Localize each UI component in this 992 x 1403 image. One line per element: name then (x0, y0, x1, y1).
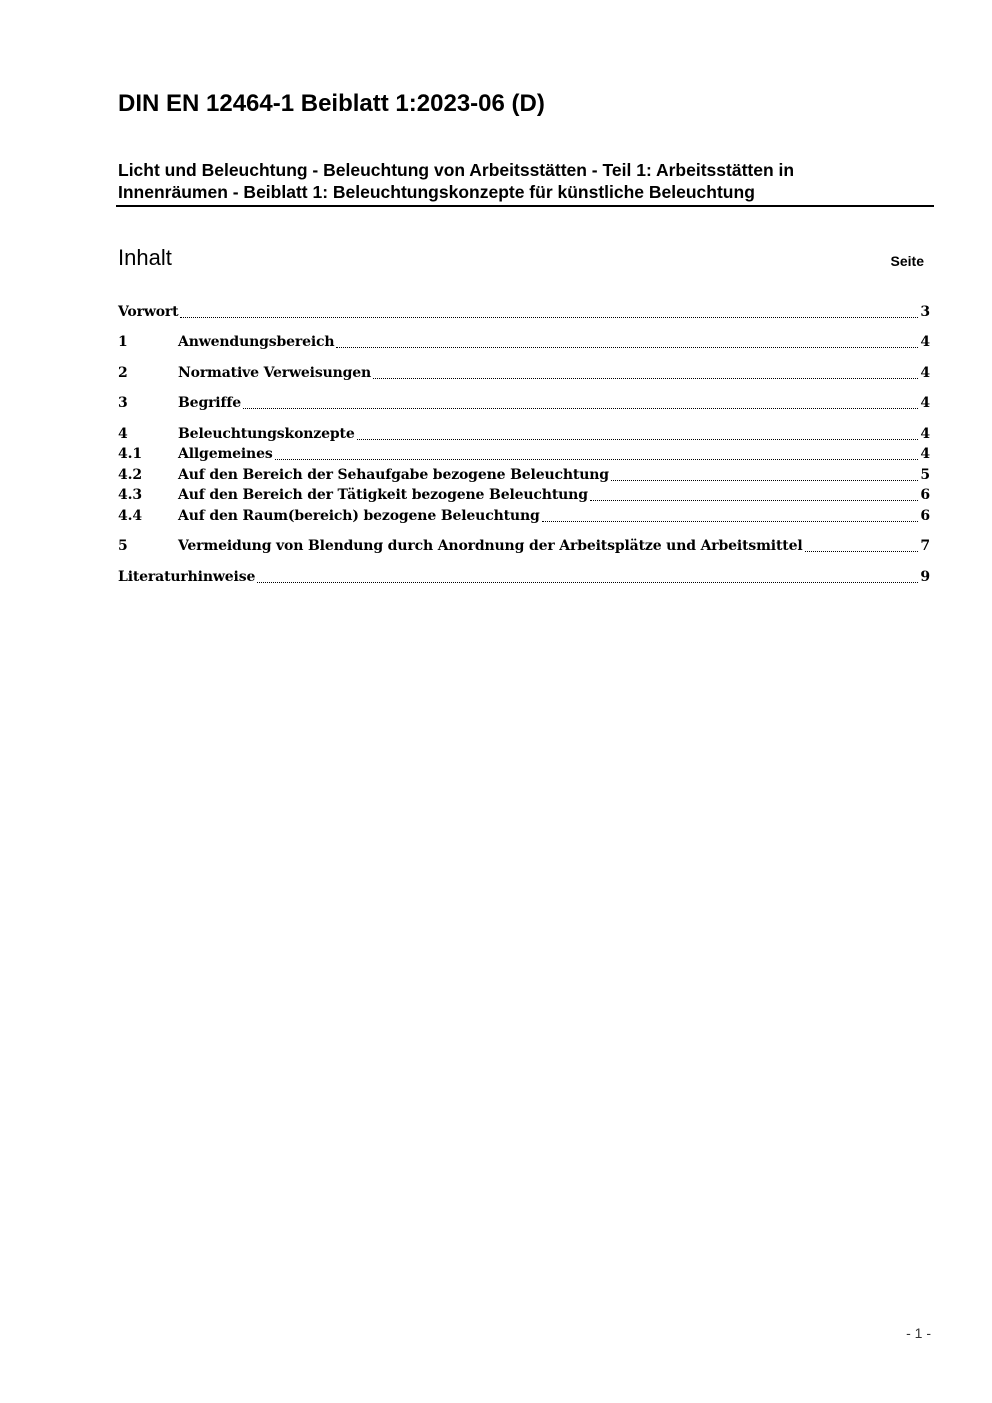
toc-entry-title: Auf den Raum(bereich) bezogene Beleuchtung (178, 508, 540, 524)
toc-entry-number: 4.4 (118, 508, 142, 524)
toc-leader-dots (243, 407, 918, 409)
toc-leader-dots (373, 377, 918, 379)
toc-entry-title: Auf den Bereich der Tätigkeit bezogene Beleuchtung (178, 487, 588, 503)
toc-leader-dots (542, 520, 919, 522)
toc-entry-page: 4 (920, 446, 930, 462)
toc-entry-number: 1 (118, 334, 128, 350)
toc-entry-number: 3 (118, 395, 128, 411)
subtitle-line: Licht und Beleuchtung - Beleuchtung von Arbeitsstätten - Teil 1: Arbeitsstätten in (118, 160, 795, 180)
document-subtitle (118, 159, 918, 203)
toc-entry-page: 9 (920, 569, 930, 585)
toc-entry-title: Literaturhinweise (118, 569, 256, 585)
toc-leader-dots (590, 499, 919, 501)
toc-entry-title: Beleuchtungskonzepte (178, 426, 355, 442)
toc-entry-page: 4 (920, 426, 930, 442)
toc-entry-title: Begriffe (178, 395, 241, 411)
toc-leader-dots (180, 316, 918, 318)
toc-entry-number: 4 (118, 426, 128, 442)
document-title: DIN EN 12464-1 Beiblatt 1:2023-06 (D) (118, 90, 545, 117)
toc-entry[interactable] (118, 302, 930, 322)
toc-entry-title: Vorwort (118, 304, 179, 320)
toc-heading: Inhalt (118, 245, 172, 270)
toc-entry-title: Anwendungsbereich (178, 334, 335, 350)
toc-leader-dots (336, 346, 918, 348)
toc-entry-page: 4 (920, 334, 930, 350)
toc-page-column-label: Seite (890, 253, 924, 269)
toc-entry[interactable] (118, 567, 930, 587)
toc-entry-page: 5 (920, 467, 930, 483)
toc-entry-page: 3 (920, 304, 930, 320)
toc-leader-dots (275, 458, 919, 460)
toc-entry[interactable] (118, 485, 930, 505)
toc-entry-title: Normative Verweisungen (178, 365, 372, 381)
toc-entry-page: 6 (920, 487, 930, 503)
toc-leader-dots (257, 581, 918, 583)
toc-entry-number: 4.3 (118, 487, 142, 503)
toc-entry-title: Auf den Bereich der Sehaufgabe bezogene Beleuchtung (178, 467, 609, 483)
toc-entry-number: 5 (118, 538, 128, 554)
toc-entry-page: 6 (920, 508, 930, 524)
toc-entry[interactable] (118, 444, 930, 464)
toc-entry[interactable] (118, 506, 930, 526)
toc-entry[interactable] (118, 332, 930, 352)
page-number: - 1 - (906, 1325, 931, 1341)
toc-leader-dots (805, 550, 919, 552)
toc-entry[interactable] (118, 393, 930, 413)
toc-entry[interactable] (118, 465, 930, 485)
toc-entry-title: Vermeidung von Blendung durch Anordnung der Arbeitsplätze und Arbeitsmittel (178, 538, 803, 554)
toc-entry[interactable] (118, 363, 930, 383)
toc-entry-number: 4.1 (118, 446, 142, 462)
title-rule (116, 205, 934, 207)
toc-leader-dots (611, 479, 919, 481)
toc-leader-dots (357, 438, 919, 440)
toc-entry-page: 4 (920, 365, 930, 381)
toc-entry[interactable] (118, 536, 930, 556)
toc-entry-number: 4.2 (118, 467, 142, 483)
toc-entry[interactable] (118, 424, 930, 444)
toc-entry-title: Allgemeines (178, 446, 273, 462)
toc-entry-page: 7 (920, 538, 930, 554)
toc-entry-number: 2 (118, 365, 128, 381)
toc-entry-page: 4 (920, 395, 930, 411)
subtitle-line: Innenräumen - Beiblatt 1: Beleuchtungskonzepte für künstliche Beleuchtung (118, 182, 755, 202)
